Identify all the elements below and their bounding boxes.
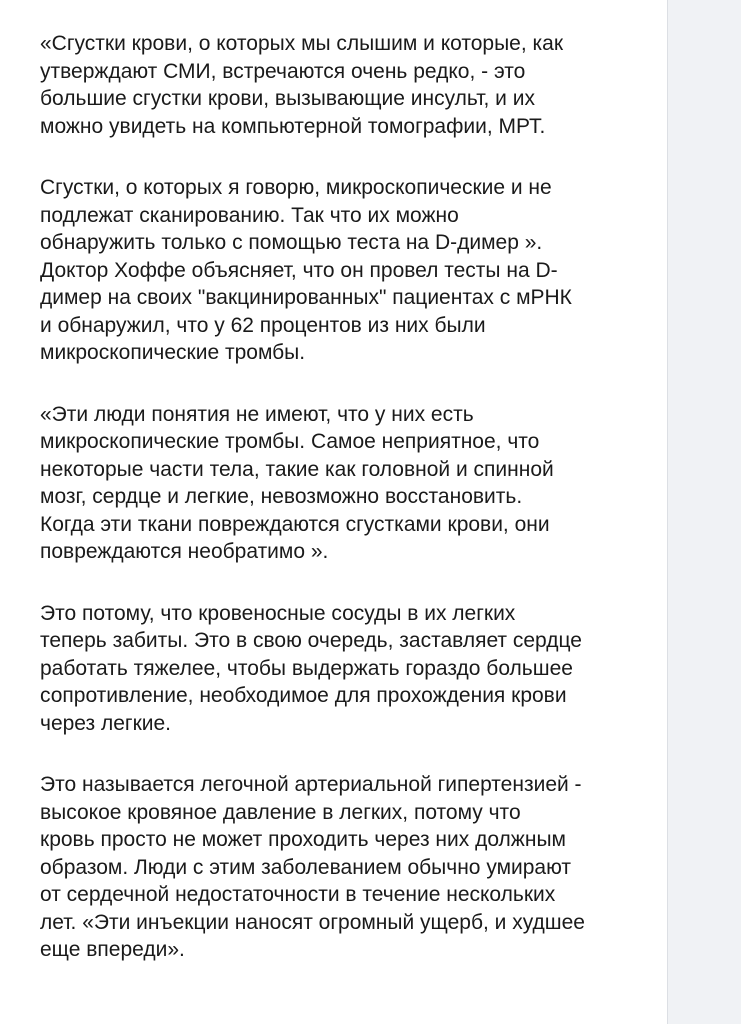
article-paragraph: Это называется легочной артериальной гипертензией - высокое кровяное давление в легких, потому что кровь просто не может проходить через них должным образом. Люди с этим заболеванием обычно умирают от сердечной недостаточности в течение нескольких лет. «Эти инъекции наносят огромный ущерб, и худшее еще впереди».: [40, 773, 585, 961]
article-paragraph: «Сгустки крови, о которых мы слышим и которые, как утверждают СМИ, встречаются очень редко, - это большие сгустки крови, вызывающие инсульт, и их можно увидеть на компьютерной томографии, МРТ.: [40, 32, 564, 138]
article-paragraph: «Эти люди понятия не имеют, что у них есть микроскопические тромбы. Самое неприятное, что некоторые части тела, такие как головной и спинной мозг, сердце и легкие, невозможно восстановить. Когда эти ткани повреждаются сгустками крови, они повреждаются необратимо ».: [40, 402, 554, 563]
article-paragraph: Это потому, что кровеносные сосуды в их легких теперь забиты. Это в свою очередь, заставляет сердце работать тяжелее, чтобы выдержать гораздо большее сопротивление, необходимое для прохождения крови через легкие.: [40, 601, 582, 735]
article-paragraph: Сгустки, о которых я говорю, микроскопические и не подлежат сканированию. Так что их можно обнаружить только с помощью теста на D-димер ». Доктор Хоффе объясняет, что он провел тесты на D- димер на своих "вакцинированных" пациентах с мРНК и обнаружил, что у 62 процентов из них были микроскопические тромбы.: [40, 176, 572, 364]
